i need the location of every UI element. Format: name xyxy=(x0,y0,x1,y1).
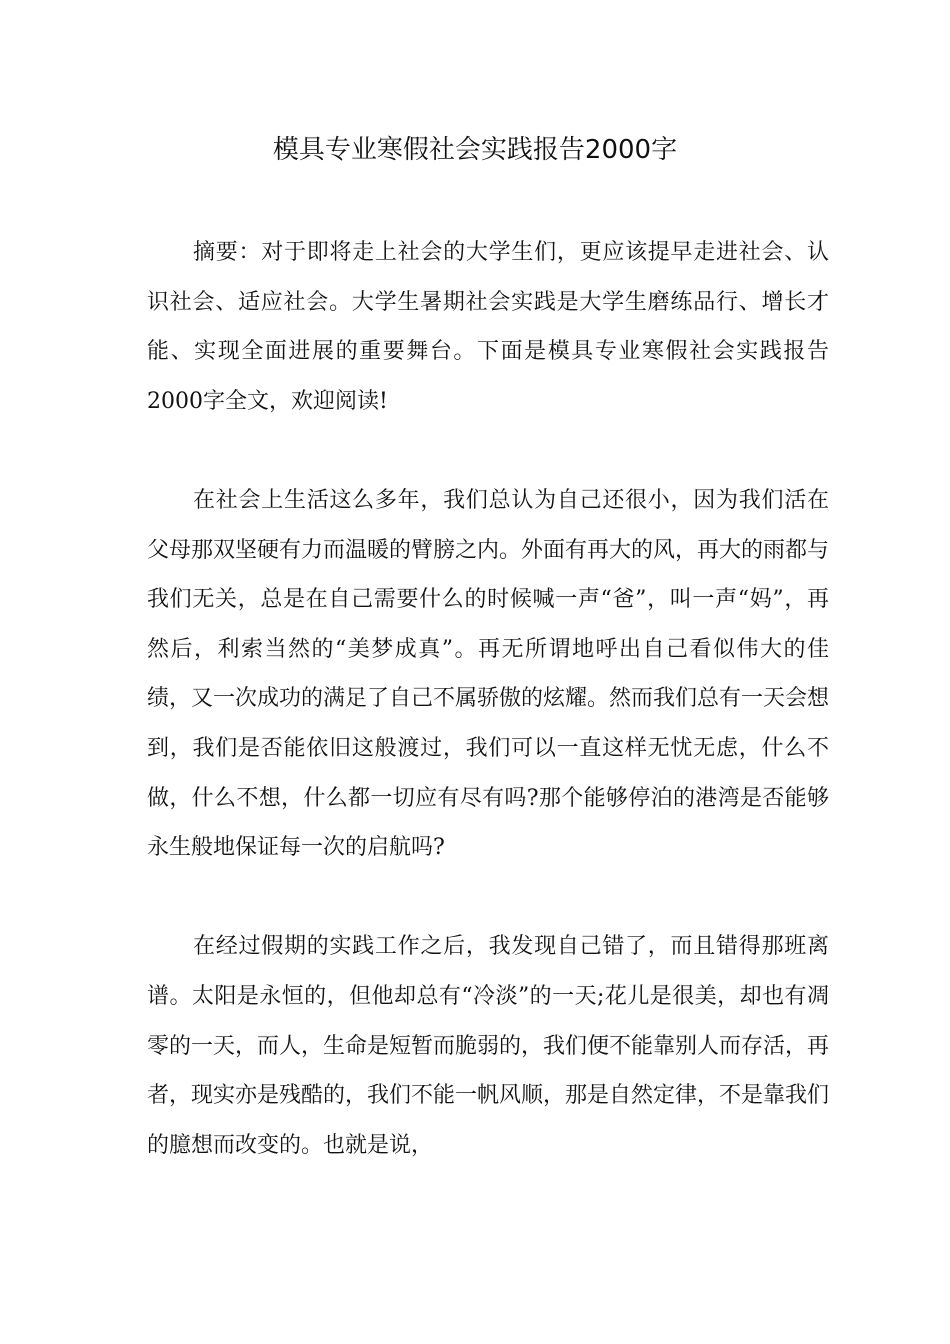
abstract-paragraph: 摘要：对于即将走上社会的大学生们，更应该提早走进社会、认识社会、适应社会。大学生暑期社会实践是大学生磨练品行、增长才能、实现全面进展的重要舞台。下面是模具专业寒假社会实践报告2000字全文，欢迎阅读! xyxy=(147,240,829,414)
body-paragraph-2: 在经过假期的实践工作之后，我发现自己错了，而且错得那班离谱。太阳是永恒的，但他却总有“冷淡”的一天;花儿是很美，却也有凋零的一天，而人，生命是短暂而脆弱的，我们便不能靠别人而存活，再者，现实亦是残酷的，我们不能一帆风顺，那是自然定律，不是靠我们的臆想而改变的。也就是说， xyxy=(147,934,830,1158)
body-paragraph-1: 在社会上生活这么多年，我们总认为自己还很小，因为我们活在父母那双坚硬有力而温暖的臂膀之内。外面有再大的风，再大的雨都与我们无关，总是在自己需要什么的时候喊一声“爸”，叫一声“妈”，再然后，利索当然的“美梦成真”。再无所谓地呼出自己看似伟大的佳绩，又一次成功的满足了自己不属骄傲的炫耀。然而我们总有一天会想到，我们是否能依旧这般渡过，我们可以一直这样无忧无虑，什么不做，什么不想，什么都一切应有尽有吗?那个能够停泊的港湾是否能够永生般地保证每一次的启航吗? xyxy=(147,487,830,861)
document-title: 模具专业寒假社会实践报告2000字 xyxy=(272,135,678,165)
document-body xyxy=(147,228,829,1170)
